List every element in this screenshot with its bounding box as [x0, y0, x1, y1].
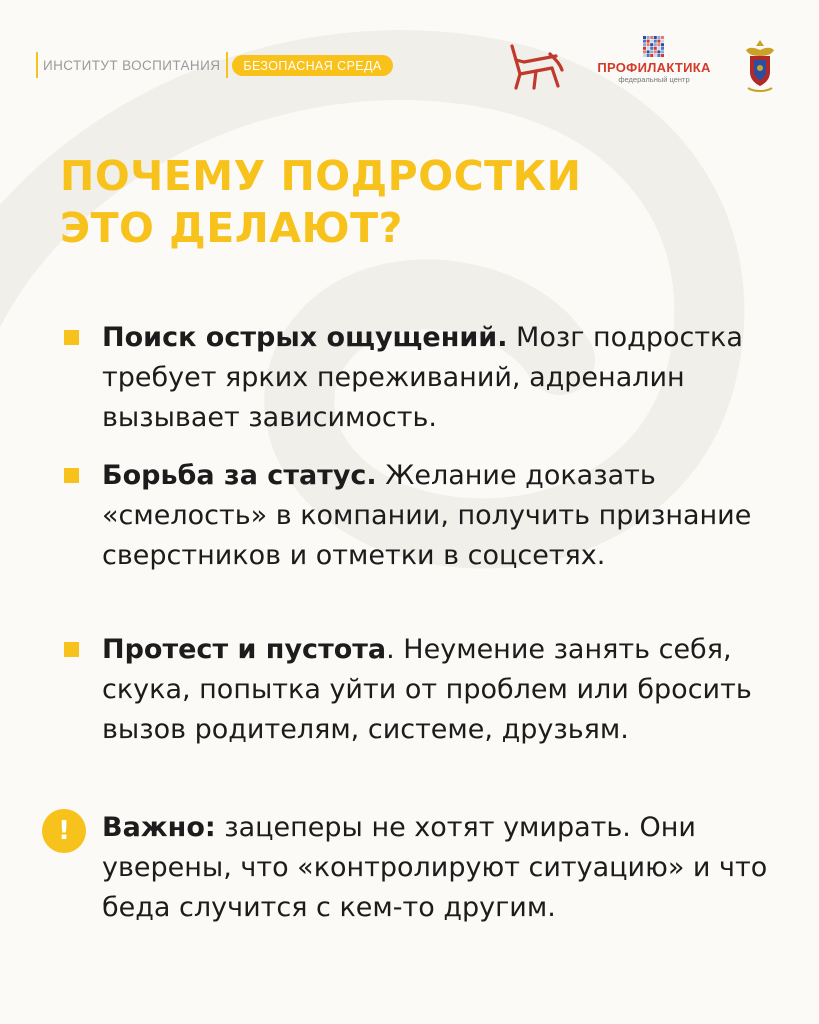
grid-logo-cell — [657, 47, 660, 50]
brand — [36, 52, 393, 78]
grid-logo-cell — [650, 40, 653, 43]
list-item-heading: Поиск острых ощущений. — [102, 322, 508, 353]
grid-logo-cell — [650, 47, 653, 50]
grid-logo-cell — [654, 36, 657, 39]
bullet-square-icon — [64, 468, 79, 483]
list-item-body: Мозг подростка требует ярких переживаний, адреналин вызывает зависимость. — [102, 322, 743, 433]
grid-logo-cell — [654, 50, 657, 53]
list-item-heading: Протест и пустота — [102, 634, 387, 665]
grid-logo-cell — [647, 43, 650, 46]
list-item-heading: Борьба за статус. — [102, 460, 377, 491]
grid-logo-cell — [661, 50, 664, 53]
list-item-text — [102, 630, 782, 750]
chair-logo-icon — [506, 40, 566, 92]
list-item-body: . Неумение занять себя, скука, попытка уйти от проблем или бросить вызов родителям, системе, друзьям. — [102, 634, 752, 745]
grid-logo-cell — [654, 54, 657, 57]
grid-logo-cell — [647, 36, 650, 39]
grid-logo-cell — [643, 50, 646, 53]
grid-logo-cell — [647, 47, 650, 50]
grid-logo-cell — [654, 47, 657, 50]
grid-logo-cell — [650, 36, 653, 39]
grid-logo-cell — [647, 40, 650, 43]
grid-logo-cell — [654, 40, 657, 43]
grid-logo-cell — [643, 47, 646, 50]
grid-logo-cell — [650, 54, 653, 57]
grid-logo-cell — [647, 54, 650, 57]
prof-logo-title: ПРОФИЛАКТИКА — [597, 60, 711, 75]
grid-logo-cell — [647, 50, 650, 53]
grid-logo-cell — [661, 43, 664, 46]
warning-text — [102, 808, 782, 928]
grid-logo-cell — [661, 40, 664, 43]
list-item-text — [102, 318, 782, 438]
brand-name: ИНСТИТУТ ВОСПИТАНИЯ — [43, 57, 221, 73]
prof-logo-subtitle: федеральный центр — [618, 75, 690, 84]
grid-logo-cell — [657, 36, 660, 39]
warning-body: зацеперы не хотят умирать. Они уверены, что «контролируют ситуацию» и что беда случится с кем-то другим. — [102, 812, 768, 923]
bullet-square-icon — [64, 642, 79, 657]
grid-logo-cell — [657, 54, 660, 57]
warning-heading: Важно: — [102, 812, 216, 843]
header — [36, 40, 786, 100]
title-line-1: ПОЧЕМУ ПОДРОСТКИ — [60, 152, 582, 200]
grid-logo-cell — [661, 47, 664, 50]
title-line-2: ЭТО ДЕЛАЮТ? — [60, 204, 403, 252]
grid-logo-cell — [650, 50, 653, 53]
grid-logo-cell — [657, 40, 660, 43]
grid-logo-cell — [650, 43, 653, 46]
prof-logo — [584, 36, 724, 92]
grid-logo-cell — [661, 36, 664, 39]
list-item-text — [102, 456, 782, 576]
grid-logo-cell — [661, 54, 664, 57]
grid-logo-cell — [643, 43, 646, 46]
page-title — [60, 150, 760, 254]
grid-logo-cell — [657, 43, 660, 46]
bullet-square-icon — [64, 330, 79, 345]
grid-logo-cell — [657, 50, 660, 53]
exclamation-icon: ! — [42, 809, 86, 853]
list-item-body: Желание доказать «смелость» в компании, получить признание сверстников и отметки в соцсетях. — [102, 460, 752, 571]
grid-logo-cell — [654, 43, 657, 46]
grid-logo-cell — [643, 40, 646, 43]
brand-tag: БЕЗОПАСНАЯ СРЕДА — [232, 55, 392, 76]
brand-divider — [226, 52, 228, 78]
grid-logo-icon — [643, 36, 665, 58]
grid-logo-cell — [643, 54, 646, 57]
grid-logo-cell — [643, 36, 646, 39]
emblem-icon — [742, 38, 778, 94]
